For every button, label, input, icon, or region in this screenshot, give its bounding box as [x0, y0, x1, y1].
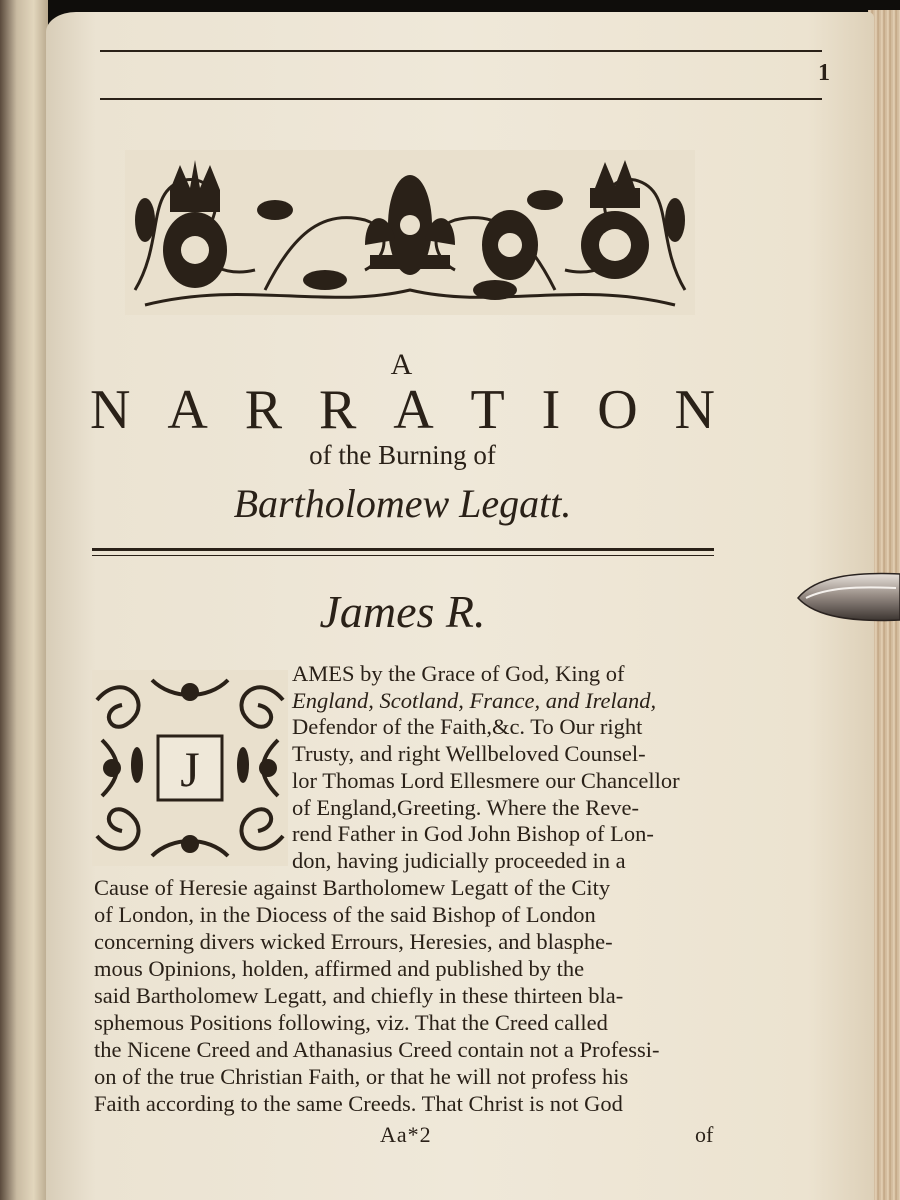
body-line: concerning divers wicked Errours, Heresies, and blasphe- — [94, 929, 613, 954]
title-subtitle: of the Burning of — [309, 440, 496, 470]
body-line: lor Thomas Lord Ellesmere our Chancellor — [292, 768, 680, 793]
title-name: Bartholomew Legatt. — [233, 481, 572, 526]
decorated-initial — [92, 670, 288, 866]
body-line: of London, in the Diocess of the said Bishop of London — [94, 902, 596, 927]
body-line: the Nicene Creed and Athanasius Creed contain not a Professi- — [94, 1037, 660, 1062]
body-line: said Bartholomew Legatt, and chiefly in these thirteen bla- — [94, 983, 624, 1008]
body-line: of England,Greeting. Where the Reve- — [292, 795, 639, 820]
body-line: rend Father in God John Bishop of Lon- — [292, 821, 654, 846]
body-line: Defendor of the Faith,&c. To Our right — [292, 714, 643, 739]
headpiece-ornament — [125, 150, 695, 315]
title-rule-thick — [92, 548, 714, 551]
signature-mark: Aa*2 — [380, 1122, 432, 1147]
body-line: Trusty, and right Wellbeloved Counsel- — [292, 741, 646, 766]
header-rule-bottom — [100, 98, 822, 100]
body-line: mous Opinions, holden, affirmed and published by the — [94, 956, 585, 981]
catchword: of — [695, 1122, 714, 1147]
initial-letter: J — [180, 741, 200, 797]
title-article: A — [390, 348, 415, 381]
page-number: 1 — [818, 60, 830, 86]
page-clip — [796, 568, 900, 626]
body-line: AMES by the Grace of God, King of — [292, 661, 625, 686]
body-line: Cause of Heresie against Bartholomew Legatt of the City — [94, 875, 611, 900]
body-line: Faith according to the same Creeds. That Christ is not God — [94, 1091, 623, 1116]
body-line: on of the true Christian Faith, or that he will not profess his — [94, 1064, 629, 1089]
header-rule-top — [100, 50, 822, 52]
royal-heading: James R. — [319, 586, 486, 637]
title-rule-thin — [92, 555, 714, 556]
body-line: England, Scotland, France, and Ireland, — [292, 688, 657, 713]
title-narration: N A R R A T I O N — [90, 379, 730, 441]
body-line: don, having judicially proceeded in a — [292, 848, 626, 873]
body-line: sphemous Positions following, viz. That the Creed called — [94, 1010, 608, 1035]
